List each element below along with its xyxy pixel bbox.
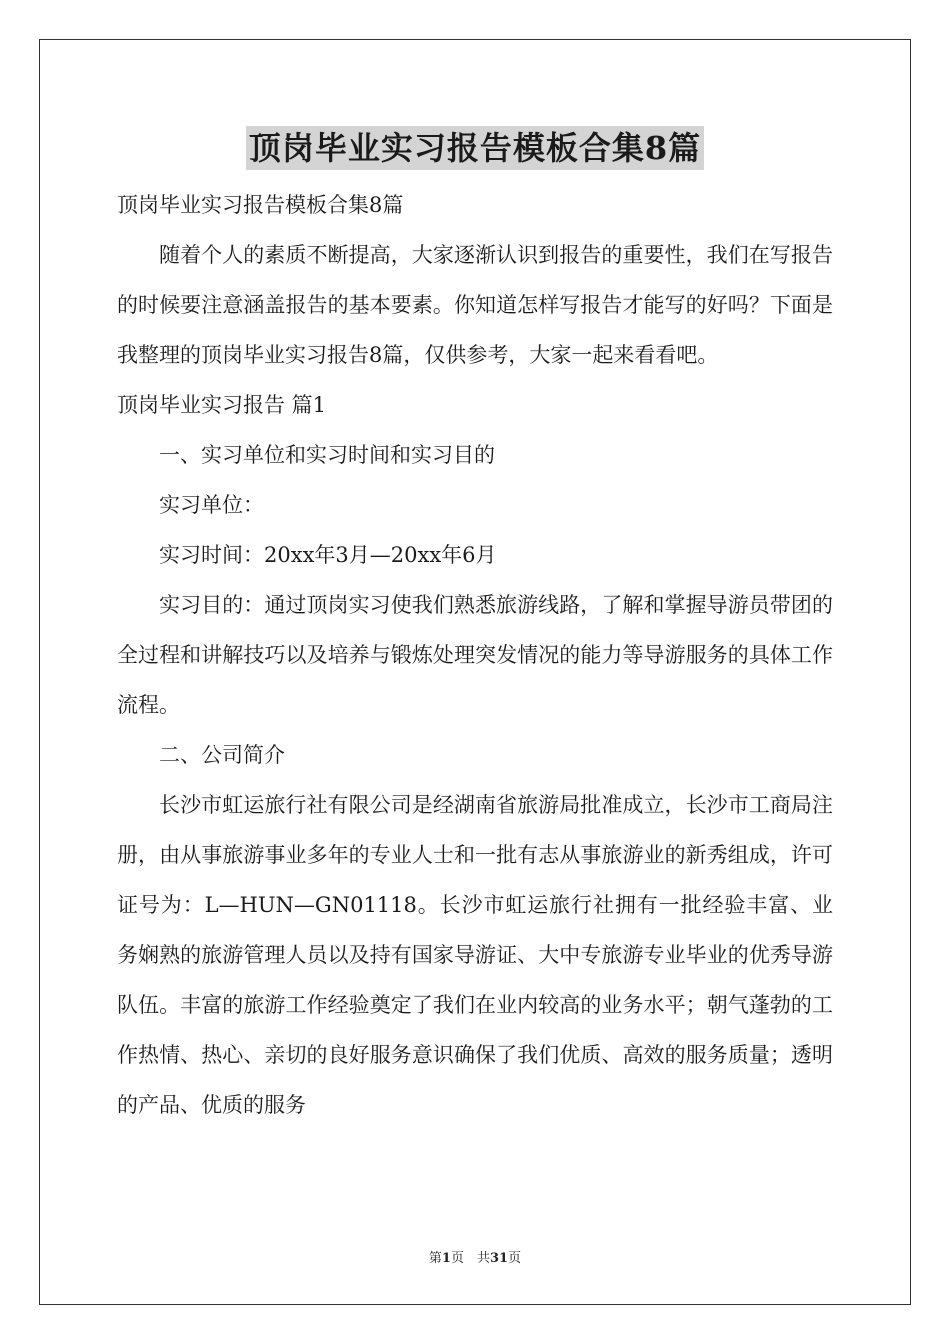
footer-mid: 页 共 bbox=[450, 1251, 490, 1266]
item1-heading: 一、实习单位和实习时间和实习目的 bbox=[159, 443, 495, 467]
footer-suffix: 页 bbox=[508, 1251, 522, 1266]
company-intro-paragraph: 长沙市虹运旅行社有限公司是经湖南省旅游局批准成立，长沙市工商局注册，由从事旅游事业多年的专业人士和一批有志从事旅游业的新秀组成，许可证号为：L—HUN—GN01118。长沙市虹运旅行社拥有一批经验丰富、业务娴熟的旅游管理人员以及持有国家导游证、大中专旅游专业毕业的优秀导游队伍。丰富的旅游工作经验奠定了我们在业内较高的业务水平；朝气蓬勃的工作热情、热心、亲切的良好服务意识确保了我们优质、高效的服务质量；透明的产品、优质的服务 bbox=[117, 793, 833, 1117]
intro-paragraph: 随着个人的素质不断提高，大家逐渐认识到报告的重要性，我们在写报告的时候要注意涵盖报告的基本要素。你知道怎样写报告才能写的好吗？下面是我整理的顶岗毕业实习报告8篇，仅供参考，大家一起来看看吧。 bbox=[117, 243, 833, 367]
document-body bbox=[117, 180, 833, 1130]
document-subtitle: 顶岗毕业实习报告模板合集8篇 bbox=[117, 193, 404, 217]
purpose-paragraph: 实习目的：通过顶岗实习使我们熟悉旅游线路，了解和掌握导游员带团的全过程和讲解技巧以及培养与锻炼处理突发情况的能力等导游服务的具体工作流程。 bbox=[117, 593, 833, 717]
footer-page-number: 1 bbox=[441, 1251, 451, 1266]
section-heading: 顶岗毕业实习报告 篇1 bbox=[117, 393, 327, 417]
footer-prefix: 第 bbox=[428, 1251, 442, 1266]
internship-unit-line: 实习单位： bbox=[159, 493, 264, 517]
footer-page-total: 31 bbox=[489, 1251, 509, 1266]
title-container bbox=[0, 126, 950, 170]
page-footer bbox=[0, 1247, 950, 1266]
document-title: 顶岗毕业实习报告模板合集8篇 bbox=[246, 126, 704, 170]
internship-time-line: 实习时间：20xx年3月—20xx年6月 bbox=[159, 543, 497, 567]
item2-heading: 二、公司简介 bbox=[159, 743, 285, 767]
